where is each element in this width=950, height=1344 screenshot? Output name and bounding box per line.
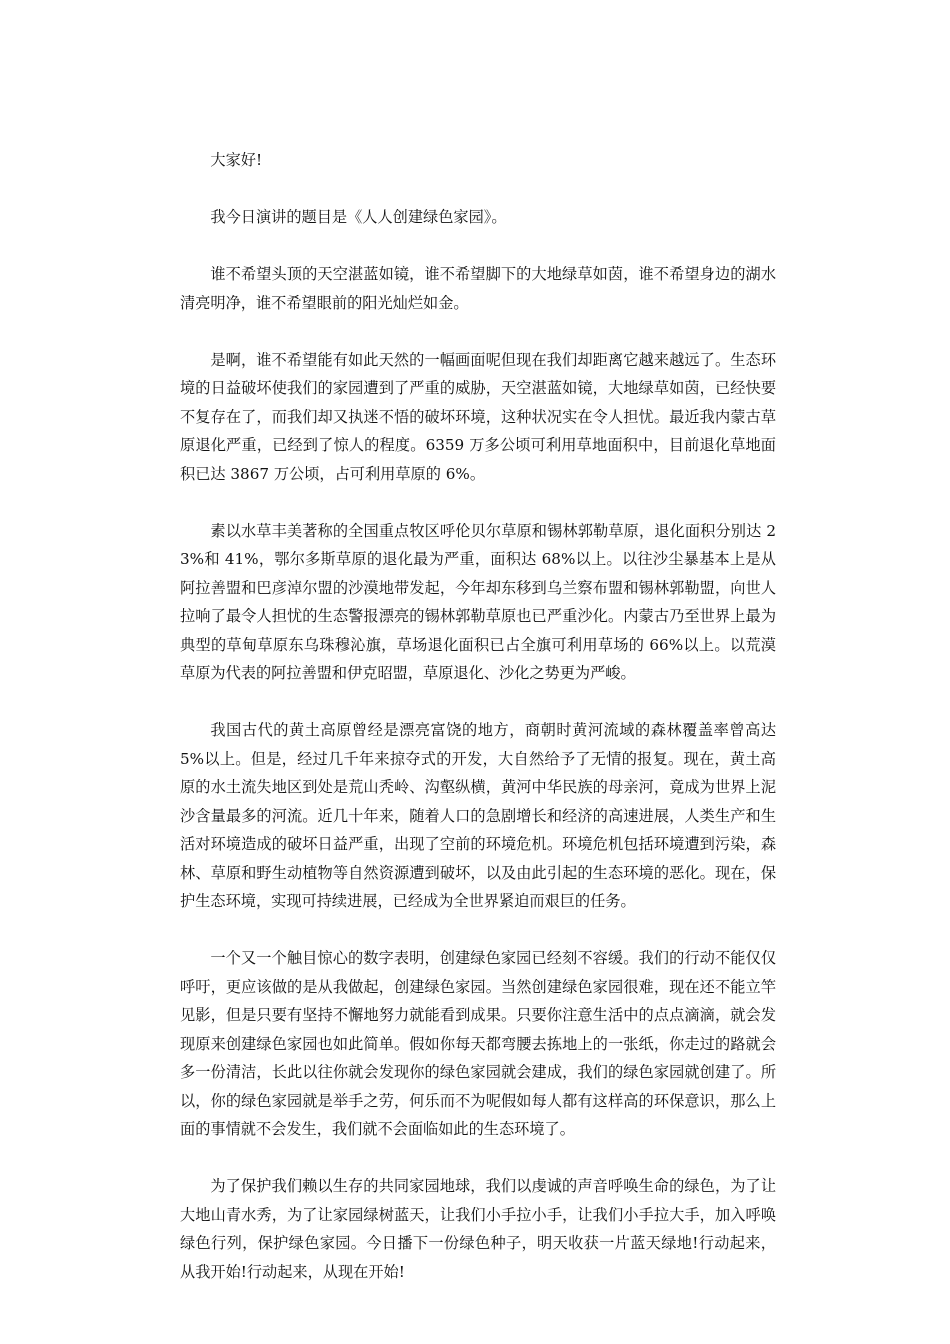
paragraph-desertification: 素以水草丰美著称的全国重点牧区呼伦贝尔草原和锡林郭勒草原，退化面积分别达 23%和 41%，鄂尔多斯草原的退化最为严重，面积达 68%以上。以往沙尘暴基本上是从阿拉善盟和巴彦淖尔盟的沙漠地带发起，今年却东移到乌兰察布盟和锡林郭勒盟，向世人拉响了最令人担忧的生态警报漂亮的锡林郭勒草原也已严重沙化。内蒙古乃至世界上最为典型的草甸草原东乌珠穆沁旗，草场退化面积已占全旗可利用草场的 66%以上。以荒漠草原为代表的阿拉善盟和伊克昭盟，草原退化、沙化之势更为严峻。 bbox=[180, 521, 776, 682]
paragraph-greeting: 大家好! bbox=[210, 151, 263, 169]
paragraph-conclusion: 为了保护我们赖以生存的共同家园地球，我们以虔诚的声音呼唤生命的绿色，为了让大地山青水秀，为了让家园绿树蓝天，让我们小手拉小手，让我们小手拉大手，加入呼唤绿色行列，保护绿色家园。今日播下一份绿色种子，明天收获一片蓝天绿地!行动起来，从我开始!行动起来，从现在开始! bbox=[180, 1177, 776, 1281]
paragraph-loess-plateau: 我国古代的黄土高原曾经是漂亮富饶的地方，商朝时黄河流域的森林覆盖率曾高达 5%以上。但是，经过几千年来掠夺式的开发，大自然给予了无情的报复。现在，黄土高原的水土流失地区到处是荒山秃岭、沟壑纵横，黄河中华民族的母亲河，竟成为世界上泥沙含量最多的河流。近几十年来，随着人口的急剧增长和经济的高速进展，人类生产和生活对环境造成的破坏日益严重，出现了空前的环境危机。环境危机包括环境遭到污染，森林、草原和野生动植物等自然资源遭到破坏，以及由此引起的生态环境的恶化。现在，保护生态环境，实现可持续进展，已经成为全世界紧迫而艰巨的任务。 bbox=[180, 721, 776, 910]
paragraph-grassland-degradation: 是啊，谁不希望能有如此天然的一幅画面呢但现在我们却距离它越来越远了。生态环境的日益破坏使我们的家园遭到了严重的威胁，天空湛蓝如镜，大地绿草如茵，已经快要不复存在了，而我们却又执迷不悟的破坏环境，这种状况实在令人担忧。最近我内蒙古草原退化严重，已经到了惊人的程度。6359 万多公顷可利用草地面积中，目前退化草地面积已达 3867 万公顷，占可利用草原的 6%。 bbox=[180, 350, 776, 483]
paragraph-hopes: 谁不希望头顶的天空湛蓝如镜，谁不希望脚下的大地绿草如茵，谁不希望身边的湖水清亮明净，谁不希望眼前的阳光灿烂如金。 bbox=[180, 265, 776, 312]
paragraph-topic: 我今日演讲的题目是《人人创建绿色家园》。 bbox=[210, 208, 507, 226]
speech-text-body bbox=[180, 146, 776, 1315]
paragraph-call-to-action: 一个又一个触目惊心的数字表明，创建绿色家园已经刻不容缓。我们的行动不能仅仅呼吁，更应该做的是从我做起，创建绿色家园。当然创建绿色家园很难，现在还不能立竿见影，但是只要有坚持不懈地努力就能看到成果。只要你注意生活中的点点滴滴，就会发现原来创建绿色家园也如此简单。假如你每天都弯腰去拣地上的一张纸，你走过的路就会多一份清洁，长此以往你就会发现你的绿色家园就会建成，我们的绿色家园就创建了。所以，你的绿色家园就是举手之劳，何乐而不为呢假如每人都有这样高的环保意识，那么上面的事情就不会发生，我们就不会面临如此的生态环境了。 bbox=[180, 949, 776, 1138]
